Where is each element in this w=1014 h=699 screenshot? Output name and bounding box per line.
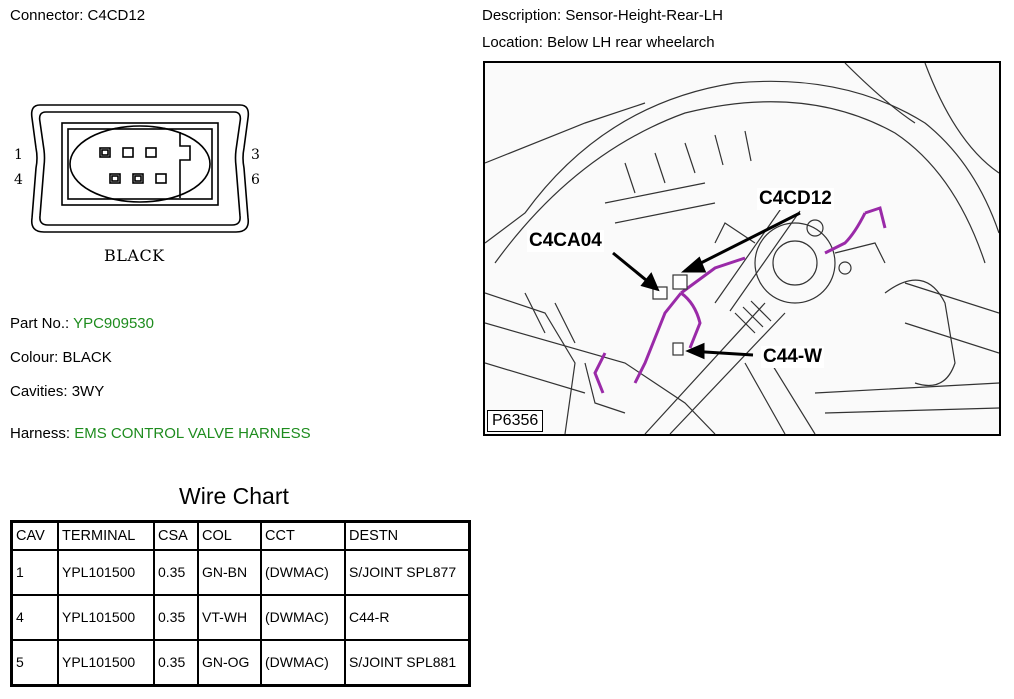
- callout-c44w: C44-W: [763, 346, 823, 367]
- cavities-line: [10, 383, 104, 400]
- cell-cav: 4: [12, 595, 59, 640]
- cell-destn: S/JOINT SPL881: [345, 640, 470, 686]
- wire-chart-title: Wire Chart: [179, 483, 289, 509]
- cell-cct: (DWMAC): [261, 640, 345, 686]
- cell-col: GN-OG: [198, 640, 261, 686]
- location-line: [482, 34, 715, 51]
- wire-chart-header-row: [12, 522, 470, 551]
- harness-line: [10, 425, 311, 442]
- header-csa: CSA: [154, 522, 198, 551]
- connector-face-diagram: [10, 100, 270, 240]
- connector-outline-drawing: [10, 100, 270, 240]
- description-value: Sensor-Height-Rear-LH: [565, 7, 723, 24]
- connector-heading: [10, 7, 145, 24]
- cell-cav: 1: [12, 550, 59, 595]
- cell-cav: 5: [12, 640, 59, 686]
- header-destn: DESTN: [345, 522, 470, 551]
- cell-destn: S/JOINT SPL877: [345, 550, 470, 595]
- colour-line: [10, 349, 112, 366]
- header-col: COL: [198, 522, 261, 551]
- part-number-line: [10, 315, 154, 332]
- location-figure: [483, 61, 1001, 436]
- location-value: Below LH rear wheelarch: [547, 34, 715, 51]
- harness-label: Harness:: [10, 425, 71, 442]
- cavity-number-top-left: 1: [14, 147, 23, 163]
- cell-col: GN-BN: [198, 550, 261, 595]
- header-terminal: TERMINAL: [58, 522, 154, 551]
- description-label: Description:: [482, 7, 562, 24]
- cell-destn: C44-R: [345, 595, 470, 640]
- colour-label: Colour:: [10, 349, 59, 366]
- cell-cct: (DWMAC): [261, 550, 345, 595]
- cell-terminal: YPL101500: [58, 550, 154, 595]
- cell-cct: (DWMAC): [261, 595, 345, 640]
- figure-reference-label: P6356: [487, 410, 543, 432]
- cavity-number-bottom-left: 4: [14, 172, 23, 188]
- connector-colour-caption: BLACK: [104, 246, 165, 265]
- part-number-link[interactable]: YPC909530: [73, 315, 154, 332]
- cell-csa: 0.35: [154, 550, 198, 595]
- cavity-number-bottom-right: 6: [251, 172, 260, 188]
- cavity-number-top-right: 3: [251, 147, 260, 163]
- callout-c4ca04: C4CA04: [529, 230, 602, 251]
- cell-csa: 0.35: [154, 595, 198, 640]
- table-row: [12, 595, 470, 640]
- colour-value: BLACK: [62, 349, 112, 366]
- cell-terminal: YPL101500: [58, 640, 154, 686]
- wire-chart-table: [10, 520, 471, 687]
- cell-col: VT-WH: [198, 595, 261, 640]
- harness-link[interactable]: EMS CONTROL VALVE HARNESS: [74, 425, 311, 442]
- header-cav: CAV: [12, 522, 59, 551]
- cavities-value: 3WY: [71, 383, 105, 400]
- cavities-label: Cavities:: [10, 383, 68, 400]
- header-cct: CCT: [261, 522, 345, 551]
- table-row: [12, 550, 470, 595]
- cell-csa: 0.35: [154, 640, 198, 686]
- callout-c4cd12: C4CD12: [759, 188, 832, 209]
- connector-id: C4CD12: [87, 7, 146, 24]
- table-row: [12, 640, 470, 686]
- description-line: [482, 7, 723, 24]
- part-number-label: Part No.:: [10, 315, 70, 332]
- location-label: Location:: [482, 34, 543, 51]
- cell-terminal: YPL101500: [58, 595, 154, 640]
- connector-label: Connector:: [10, 7, 84, 24]
